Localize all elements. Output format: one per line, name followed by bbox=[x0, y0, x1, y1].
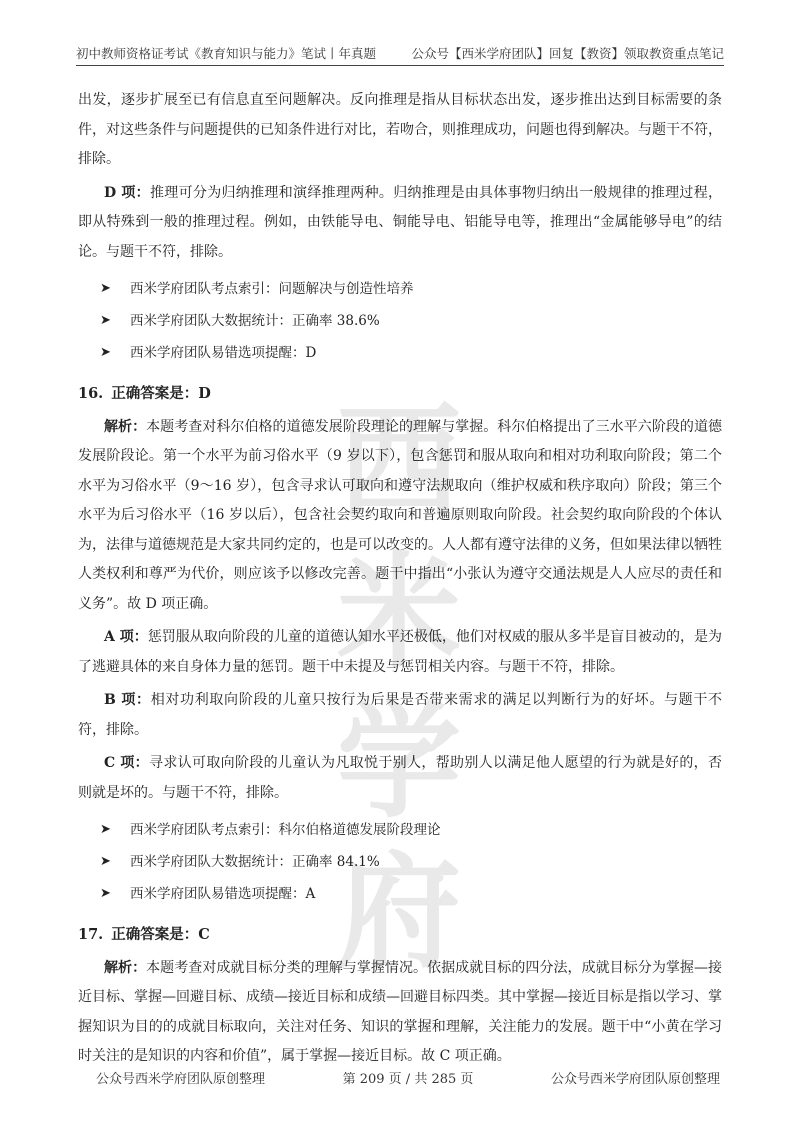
bullet-item bbox=[78, 878, 722, 910]
q16-answer-title bbox=[78, 379, 722, 409]
header-right-text: 公众号【西米学府团队】回复【教资】领取教资重点笔记 bbox=[411, 46, 724, 61]
option-text: 相对功利取向阶段的儿童只按行为后果是否带来需求的满足以判断行为的好坏。与题干不符，排除。 bbox=[78, 692, 722, 738]
page-number: 第 209 页 / 共 285 页 bbox=[342, 1072, 474, 1087]
option-label: B 项： bbox=[104, 692, 151, 708]
q17-answer-title bbox=[78, 920, 722, 950]
bullet-item bbox=[78, 814, 722, 846]
option-label: C 项： bbox=[104, 755, 150, 771]
document-body bbox=[78, 86, 722, 1072]
footer-right-text: 公众号西米学府团队原创整理 bbox=[550, 1072, 720, 1087]
q16-option-c bbox=[78, 749, 722, 808]
arrow-icon: ➤ bbox=[100, 854, 111, 869]
arrow-icon: ➤ bbox=[100, 822, 111, 837]
bullet-item bbox=[78, 305, 722, 337]
option-text: 推理可分为归纳推理和演绎推理两种。归纳推理是由具体事物归纳出一般规律的推理过程，即从特殊到一般的推理过程。例如，由铁能导电、铜能导电、铝能导电等，推理出“金属能够导电”的结论。与题干不符，排除。 bbox=[78, 184, 723, 260]
bullet-item bbox=[78, 337, 722, 369]
arrow-icon: ➤ bbox=[100, 281, 111, 296]
answer-text: 正确答案是：C bbox=[111, 926, 210, 943]
header-left-text: 初中教师资格证考试《教育知识与能力》笔试丨年真题 bbox=[76, 46, 377, 61]
arrow-icon: ➤ bbox=[100, 345, 111, 360]
q15-option-d bbox=[78, 179, 722, 268]
answer-text: 正确答案是：D bbox=[111, 385, 211, 402]
arrow-icon: ➤ bbox=[100, 313, 111, 328]
bullet-text: 西米学府团队考点索引：科尔伯格道德发展阶段理论 bbox=[130, 822, 441, 838]
option-text: 寻求认可取向阶段的儿童认为凡取悦于别人，帮助别人以满足他人愿望的行为就是好的，否则就是坏的。与题干不符，排除。 bbox=[78, 755, 722, 801]
question-number: 17. bbox=[78, 926, 104, 943]
option-label: A 项： bbox=[104, 629, 148, 645]
bullet-text: 西米学府团队易错选项提醒：A bbox=[130, 886, 316, 902]
watermark-line-2: 学府 bbox=[336, 691, 465, 985]
bullet-text: 西米学府团队考点索引：问题解决与创造性培养 bbox=[130, 281, 414, 297]
question-number: 16. bbox=[78, 385, 104, 402]
bullet-item bbox=[78, 273, 722, 305]
analysis-text: 本题考查对科尔伯格的道德发展阶段理论的理解与掌握。科尔伯格提出了三水平六阶段的道德发展阶段论。第一个水平为前习俗水平（9 岁以下），包含惩罚和服从取向和相对功利取向阶段；第二个水平为习俗水平（9～16 岁），包含寻求认可取向和遵守法规取向（维护权威和秩序取向）阶段；第三个水平为后习俗水平（16 岁以后），包含社会契约取向和普遍原则取向阶段。社会契约取向阶段的个体认为，法律与道德规范是大家共同约定的，也是可以改变的。人人都有遵守法律的义务，但如果法律以牺牲人类权利和尊严为代价，则应该予以修改完善。题干中指出“小张认为遵守交通法规是人人应尽的责任和义务”。故 D 项正确。 bbox=[78, 418, 722, 612]
bullet-item bbox=[78, 846, 722, 878]
analysis-label: 解析： bbox=[104, 959, 147, 976]
q16-analysis bbox=[78, 413, 722, 620]
analysis-label: 解析： bbox=[104, 418, 147, 435]
arrow-icon: ➤ bbox=[100, 886, 111, 901]
option-label: D 项： bbox=[104, 184, 150, 201]
bullet-text: 西米学府团队大数据统计：正确率 38.6% bbox=[130, 313, 380, 329]
q17-analysis bbox=[78, 954, 722, 1072]
bullet-text: 西米学府团队易错选项提醒：D bbox=[130, 345, 317, 361]
q15-paragraph: 出发，逐步扩展至已有信息直至问题解决。反向推理是指从目标状态出发，逐步推出达到目标需要的条件，对这些条件与问题提供的已知条件进行对比，若吻合，则推理成功，问题也得到解决。与题干不符，排除。 bbox=[78, 92, 722, 167]
analysis-text: 本题考查对成就目标分类的理解与掌握情况。依据成就目标的四分法，成就目标分为掌握—接近目标、掌握—回避目标、成绩—接近目标和成绩—回避目标四类。其中掌握—接近目标是指以学习、掌握知识为目的的成就目标取向，关注对任务、知识的掌握和理解，关注能力的发展。题干中“小黄在学习时关注的是知识的内容和价值”，属于掌握—接近目标。故 C 项正确。 bbox=[78, 959, 722, 1064]
watermark-line-1: 西米 bbox=[336, 391, 465, 685]
option-text: 惩罚服从取向阶段的儿童的道德认知水平还极低，他们对权威的服从多半是盲目被动的，是为了逃避具体的来自身体力量的惩罚。题干中未提及与惩罚相关内容。与题干不符，排除。 bbox=[78, 629, 722, 675]
footer-left-text: 公众号西米学府团队原创整理 bbox=[96, 1072, 266, 1087]
q16-option-a bbox=[78, 623, 722, 682]
bullet-text: 西米学府团队大数据统计：正确率 84.1% bbox=[130, 854, 380, 870]
q16-option-b bbox=[78, 686, 722, 745]
page-header bbox=[76, 38, 724, 66]
q16-bullet-list bbox=[78, 814, 722, 910]
q15-bullet-list bbox=[78, 273, 722, 369]
